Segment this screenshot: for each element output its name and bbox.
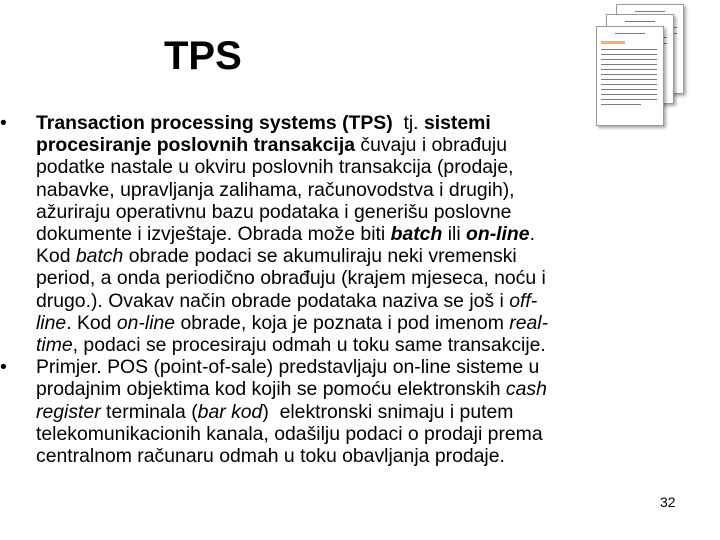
text-run: procesiranje poslovnih transakcija	[36, 134, 355, 157]
text-run: Primjer. POS (point-of-sale) predstavljaju on-line sisteme u	[36, 356, 540, 379]
text-run: ) elektronski snimaju i putem	[262, 400, 514, 423]
text-run: sistemi	[423, 112, 491, 134]
slide-body	[0, 112, 670, 468]
text-run: dokumente i izvještaje. Obrada može biti	[36, 223, 391, 246]
bullet-item-pos-example	[0, 356, 670, 468]
slide-title: TPS	[164, 34, 242, 78]
text-run: .	[529, 223, 535, 246]
bullet-text-line	[36, 401, 670, 423]
text-run: line	[36, 311, 67, 334]
bullet-text-line	[36, 134, 670, 156]
text-run: Kod	[36, 245, 76, 268]
bullet-text-line	[36, 156, 670, 178]
text-run: . Kod	[66, 311, 117, 334]
text-run: bar kod	[197, 400, 263, 423]
bullet-text-line	[36, 267, 670, 289]
bullet-item-tps	[0, 112, 670, 357]
page-number: 32	[660, 494, 676, 510]
bullet-text-line	[36, 223, 670, 245]
text-run: time	[36, 334, 73, 357]
document-page-front	[596, 26, 664, 126]
bullet-text-line	[36, 179, 670, 201]
text-run: obrade, koja je poznata i pod imenom	[175, 311, 510, 334]
bullet-text-line	[36, 356, 670, 378]
text-run: drugo.). Ovakav način obrade podataka naziva se još i	[36, 289, 510, 312]
text-run: Transaction processing systems (TPS)	[36, 112, 393, 134]
bullet-text-line	[36, 312, 670, 334]
text-run: obrade podaci se akumuliraju neki vremenski	[123, 245, 517, 268]
text-run: čuvaju i obrađuju	[355, 134, 507, 157]
bullet-marker: •	[0, 356, 7, 379]
bullet-text-line	[36, 112, 670, 134]
text-run: , podaci se procesiraju odmah u toku same transakcije.	[72, 334, 546, 357]
text-run: terminala (	[100, 400, 198, 423]
text-run: podatke nastale u okviru poslovnih transakcija (prodaje,	[36, 156, 514, 179]
text-run: batch	[390, 223, 443, 246]
bullet-text-line	[36, 423, 670, 445]
bullet-text-line	[36, 334, 670, 356]
bullet-text-line	[36, 290, 670, 312]
bullet-text-line	[36, 445, 670, 467]
text-run: on-line	[466, 223, 530, 246]
bullet-text-line	[36, 245, 670, 267]
text-run: ili	[442, 223, 467, 246]
text-run: tj.	[392, 112, 424, 134]
text-run: cash	[505, 378, 547, 401]
text-run: batch	[75, 245, 124, 268]
text-run: centralnom računaru odmah u toku obavljanja prodaje.	[36, 445, 505, 468]
text-run: real-	[509, 311, 549, 334]
text-run: ažuriraju operativnu bazu podataka i generišu poslovne	[36, 200, 512, 223]
text-run: off-	[509, 289, 538, 312]
bullet-text-line	[36, 378, 670, 400]
text-run: telekomunikacionih kanala, odašilju podaci o prodaji prema	[36, 422, 543, 445]
text-run: register	[36, 400, 101, 423]
bullet-text-line	[36, 201, 670, 223]
text-run: prodajnim objektima kod kojih se pomoću elektronskih	[36, 378, 506, 401]
text-run: period, a onda periodično obrađuju (krajem mjeseca, noću i	[36, 267, 546, 290]
bullet-marker: •	[0, 112, 7, 134]
text-run: on-line	[116, 311, 176, 334]
text-run: nabavke, upravljanja zalihama, računovodstva i drugih),	[36, 178, 515, 201]
